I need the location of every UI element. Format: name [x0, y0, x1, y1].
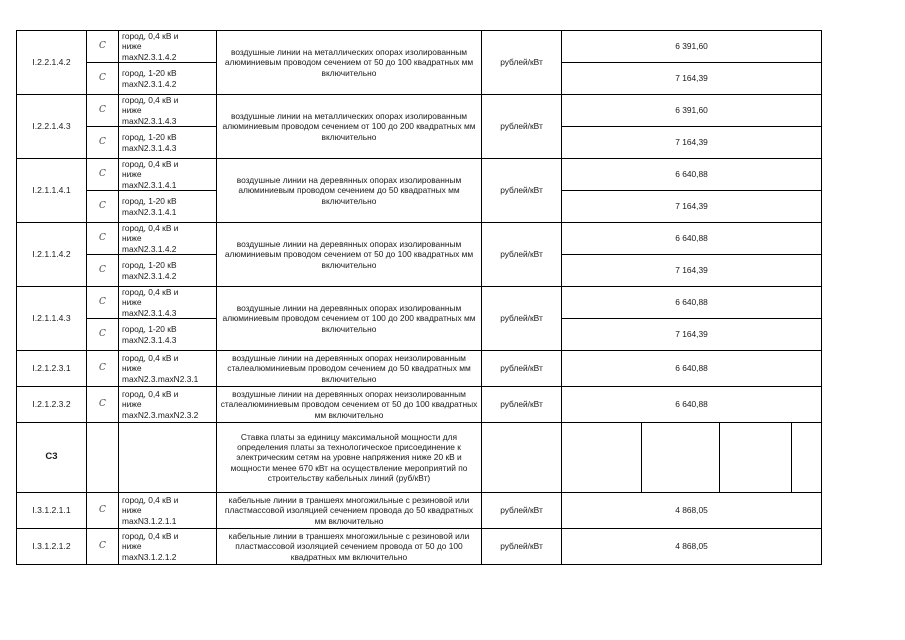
condition-line: ниже [122, 297, 142, 308]
row-description: кабельные линии в траншеях многожильные с резиновой или пластмассовой изоляцией сечением провода от 50 до 100 квадратных мм включительно [217, 529, 482, 565]
row-description: воздушные линии на деревянных опорах неизолированным сталеалюминиевым проводом сечением от 50 до 100 квадратных мм включительно [217, 387, 482, 423]
c-symbol: С [87, 387, 119, 423]
c-symbol: С [87, 31, 119, 63]
condition-line: maxN2.3.1.4.1 [122, 206, 177, 217]
c-symbol: С [87, 351, 119, 387]
empty-cell [792, 423, 822, 493]
rate-value: 6 391,60 [562, 31, 822, 63]
rate-value: 7 164,39 [562, 319, 822, 351]
rate-value: 6 640,88 [562, 287, 822, 319]
rate-value: 4 868,05 [562, 493, 822, 529]
condition-line: ниже [122, 363, 142, 374]
table-row [17, 493, 822, 529]
rate-value: 6 391,60 [562, 95, 822, 127]
c-symbol: С [87, 159, 119, 191]
row-unit: рублей/кВт [482, 387, 562, 423]
voltage-condition [119, 387, 217, 423]
voltage-condition [119, 63, 217, 95]
voltage-condition [119, 493, 217, 529]
c-symbol: С [87, 255, 119, 287]
empty-cell [482, 423, 562, 493]
condition-line: ниже [122, 41, 142, 52]
condition-line: maxN2.3.maxN2.3.2 [122, 409, 199, 420]
row-description: воздушные линии на металлических опорах изолированным алюминиевым проводом сечением от 50 до 100 квадратных мм включительно [217, 31, 482, 95]
condition-line: ниже [122, 233, 142, 244]
row-unit: рублей/кВт [482, 351, 562, 387]
condition-line: maxN3.1.2.1.1 [122, 515, 177, 526]
condition-line: город, 1-20 кВ [122, 260, 177, 271]
row-code: I.2.2.1.4.2 [17, 31, 87, 95]
section-code: С3 [17, 423, 87, 493]
empty-cell [87, 423, 119, 493]
condition-line: ниже [122, 399, 142, 410]
condition-line: ниже [122, 169, 142, 180]
voltage-condition [119, 31, 217, 63]
condition-line: ниже [122, 541, 142, 552]
voltage-condition [119, 351, 217, 387]
table-row [17, 159, 822, 191]
row-description: воздушные линии на металлических опорах изолированным алюминиевым проводом сечением от 100 до 200 квадратных мм включительно [217, 95, 482, 159]
voltage-condition [119, 255, 217, 287]
condition-line: maxN2.3.1.4.2 [122, 51, 177, 62]
condition-line: город, 0,4 кВ и [122, 287, 179, 298]
rate-value: 4 868,05 [562, 529, 822, 565]
c-symbol: С [87, 127, 119, 159]
row-unit: рублей/кВт [482, 493, 562, 529]
c-symbol: С [87, 223, 119, 255]
table-row [17, 529, 822, 565]
section-row [17, 423, 822, 493]
voltage-condition [119, 529, 217, 565]
condition-line: город, 1-20 кВ [122, 196, 177, 207]
voltage-condition [119, 127, 217, 159]
rate-value: 6 640,88 [562, 351, 822, 387]
rate-value: 7 164,39 [562, 191, 822, 223]
rate-value: 6 640,88 [562, 159, 822, 191]
voltage-condition [119, 95, 217, 127]
condition-line: город, 1-20 кВ [122, 132, 177, 143]
row-code: I.2.2.1.4.3 [17, 95, 87, 159]
row-unit: рублей/кВт [482, 95, 562, 159]
condition-line: город, 0,4 кВ и [122, 531, 179, 542]
condition-line: maxN2.3.maxN2.3.1 [122, 373, 199, 384]
condition-line: город, 0,4 кВ и [122, 495, 179, 506]
table-row [17, 387, 822, 423]
row-code: I.2.1.2.3.1 [17, 351, 87, 387]
section-description: Ставка платы за единицу максимальной мощности для определения платы за технологическое присоединение к электрическим сетям на уровне напряжения ниже 20 кВ и мощности менее 670 кВт на осуществление мероприятий по строительству кабельных линий (руб/кВт) [217, 423, 482, 493]
rate-value: 6 640,88 [562, 387, 822, 423]
condition-line: город, 0,4 кВ и [122, 389, 179, 400]
voltage-condition [119, 159, 217, 191]
condition-line: город, 0,4 кВ и [122, 223, 179, 234]
row-unit: рублей/кВт [482, 159, 562, 223]
row-unit: рублей/кВт [482, 223, 562, 287]
empty-cell [642, 423, 720, 493]
condition-line: maxN2.3.1.4.2 [122, 270, 177, 281]
voltage-condition [119, 319, 217, 351]
condition-line: maxN3.1.2.1.2 [122, 551, 177, 562]
row-description: воздушные линии на деревянных опорах изолированным алюминиевым проводом сечением до 50 квадратных мм включительно [217, 159, 482, 223]
rate-value: 7 164,39 [562, 127, 822, 159]
row-code: I.3.1.2.1.2 [17, 529, 87, 565]
row-code: I.3.1.2.1.1 [17, 493, 87, 529]
rate-value: 7 164,39 [562, 63, 822, 95]
c-symbol: С [87, 493, 119, 529]
c-symbol: С [87, 95, 119, 127]
c-symbol: С [87, 191, 119, 223]
voltage-condition [119, 191, 217, 223]
condition-line: город, 1-20 кВ [122, 324, 177, 335]
empty-cell [119, 423, 217, 493]
condition-line: ниже [122, 505, 142, 516]
condition-line: maxN2.3.1.4.3 [122, 334, 177, 345]
condition-line: город, 1-20 кВ [122, 68, 177, 79]
table-row [17, 287, 822, 319]
condition-line: город, 0,4 кВ и [122, 159, 179, 170]
condition-line: maxN2.3.1.4.3 [122, 307, 177, 318]
row-description: кабельные линии в траншеях многожильные с резиновой или пластмассовой изоляцией сечением провода до 50 квадратных мм включительно [217, 493, 482, 529]
rate-value: 7 164,39 [562, 255, 822, 287]
row-unit: рублей/кВт [482, 287, 562, 351]
c-symbol: С [87, 287, 119, 319]
voltage-condition [119, 223, 217, 255]
c-symbol: С [87, 63, 119, 95]
row-code: I.2.1.1.4.1 [17, 159, 87, 223]
table-row [17, 223, 822, 255]
row-code: I.2.1.2.3.2 [17, 387, 87, 423]
condition-line: город, 0,4 кВ и [122, 353, 179, 364]
c-symbol: С [87, 319, 119, 351]
tariff-table [16, 30, 822, 565]
condition-line: maxN2.3.1.4.2 [122, 243, 177, 254]
table-row [17, 31, 822, 63]
row-unit: рублей/кВт [482, 529, 562, 565]
condition-line: maxN2.3.1.4.3 [122, 142, 177, 153]
rate-value: 6 640,88 [562, 223, 822, 255]
table-row [17, 351, 822, 387]
row-description: воздушные линии на деревянных опорах изолированным алюминиевым проводом сечением от 50 до 100 квадратных мм включительно [217, 223, 482, 287]
condition-line: maxN2.3.1.4.1 [122, 179, 177, 190]
c-symbol: С [87, 529, 119, 565]
row-unit: рублей/кВт [482, 31, 562, 95]
empty-cell [562, 423, 642, 493]
row-description: воздушные линии на деревянных опорах неизолированным сталеалюминиевым проводом сечением до 50 квадратных мм включительно [217, 351, 482, 387]
condition-line: maxN2.3.1.4.2 [122, 78, 177, 89]
row-code: I.2.1.1.4.3 [17, 287, 87, 351]
row-code: I.2.1.1.4.2 [17, 223, 87, 287]
condition-line: maxN2.3.1.4.3 [122, 115, 177, 126]
table-row [17, 95, 822, 127]
empty-cell [720, 423, 792, 493]
condition-line: город, 0,4 кВ и [122, 31, 179, 42]
condition-line: город, 0,4 кВ и [122, 95, 179, 106]
condition-line: ниже [122, 105, 142, 116]
row-description: воздушные линии на деревянных опорах изолированным алюминиевым проводом сечением от 100 до 200 квадратных мм включительно [217, 287, 482, 351]
voltage-condition [119, 287, 217, 319]
